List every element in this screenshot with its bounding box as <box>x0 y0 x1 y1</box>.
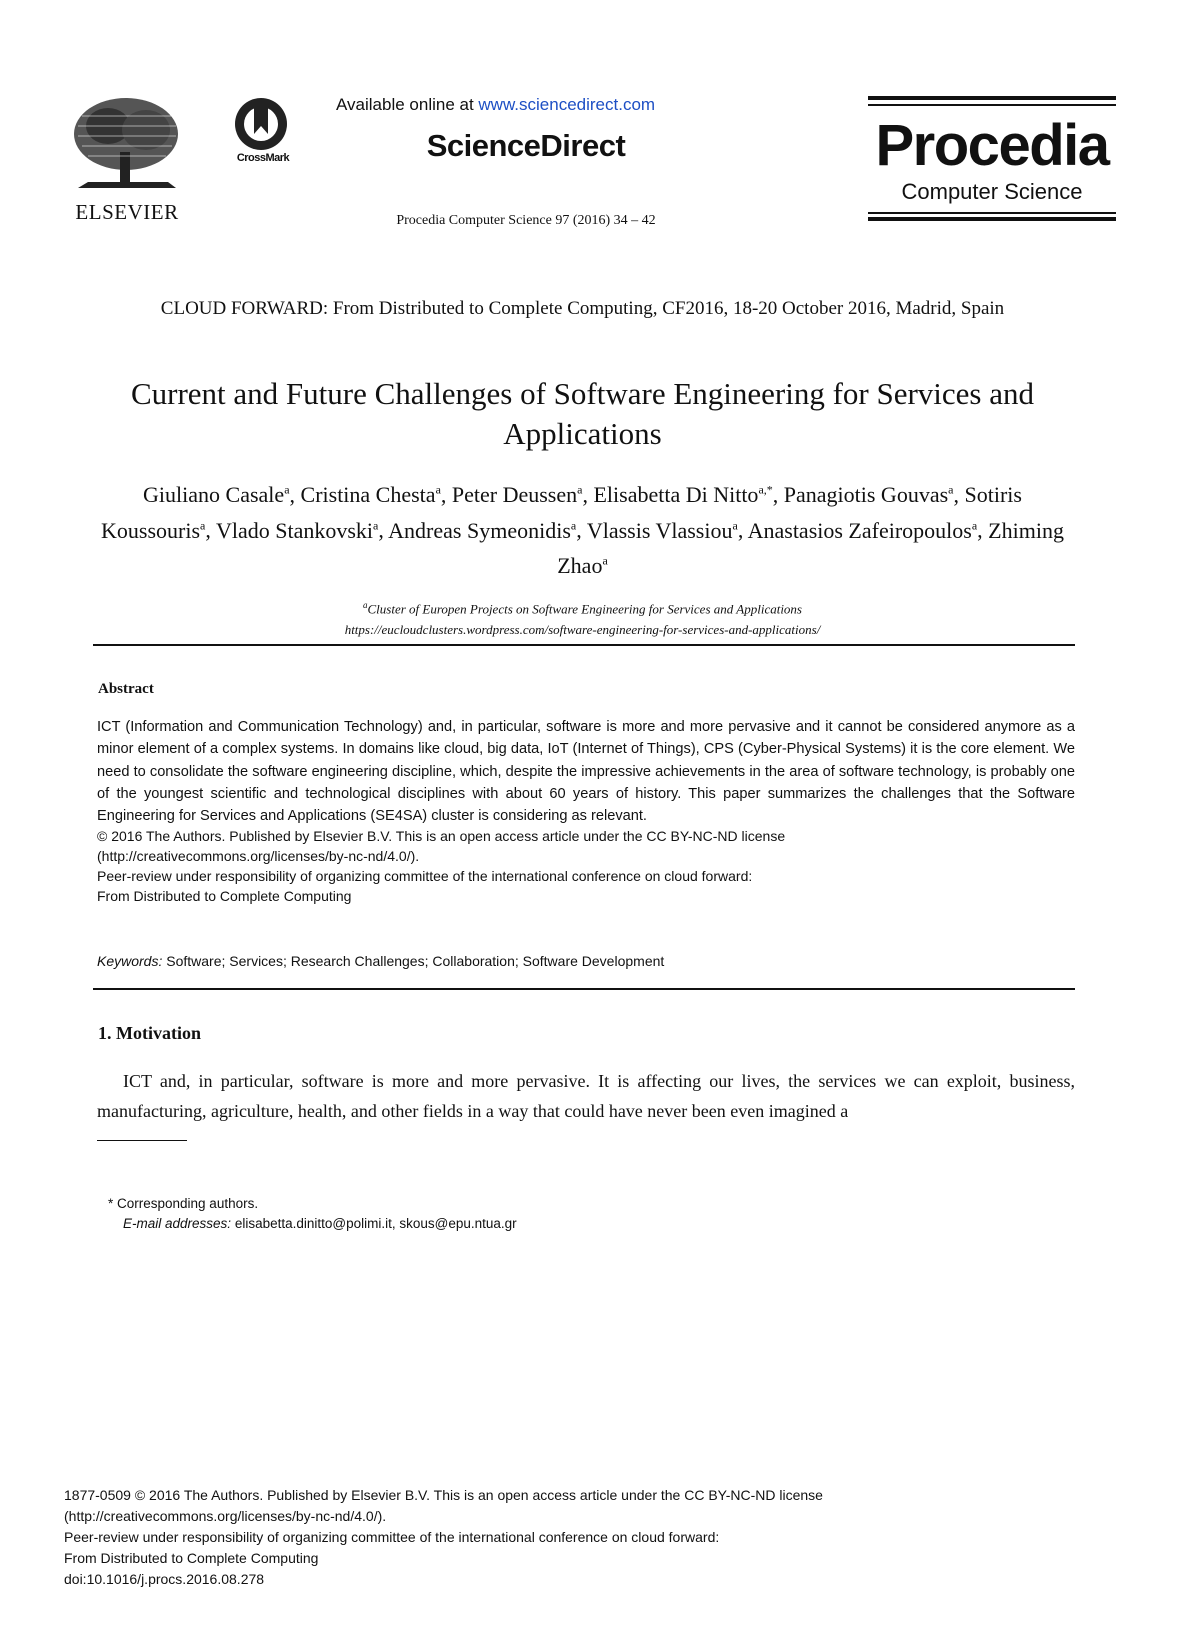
footnote-rule <box>97 1140 187 1141</box>
author-name: Giuliano Casale <box>143 482 285 508</box>
email-line <box>108 1214 517 1234</box>
procedia-wordmark: Procedia <box>875 113 1109 178</box>
footer-peer-review-2: From Distributed to Complete Computing <box>64 1550 319 1566</box>
sciencedirect-brand: ScienceDirect <box>426 128 626 163</box>
abstract-bottom-rule <box>93 988 1075 990</box>
author-name: Vlado Stankovski <box>215 517 374 543</box>
peer-review-line: Peer-review under responsibility of organizing committee of the international conference on cloud forward: <box>97 868 753 885</box>
author-name: Cristina Chesta <box>300 482 436 508</box>
conference-name: CLOUD FORWARD: From Distributed to Complete Computing, CF2016, 18-20 October 2016, Madrid, Spain <box>160 298 1005 319</box>
procedia-bottom-rule <box>868 217 1116 221</box>
paper-title: Current and Future Challenges of Software Engineering for Services and Applications <box>130 376 1035 451</box>
author-affiliation-marker: a <box>284 483 290 497</box>
author <box>301 482 441 507</box>
author-affiliation-marker: a <box>570 518 577 533</box>
author <box>748 518 978 543</box>
affiliation-url[interactable]: https://eucloudclusters.wordpress.com/software-engineering-for-services-and-applications/ <box>344 622 821 638</box>
copyright-notice <box>97 827 1075 906</box>
author-name: Anastasios Zafeiropoulos <box>747 517 972 543</box>
section-heading: 1. Motivation <box>98 1023 201 1043</box>
author <box>784 482 954 507</box>
footnote <box>108 1194 517 1234</box>
author <box>216 518 378 543</box>
author-affiliation-marker: a <box>435 483 441 497</box>
crossmark-logo[interactable] <box>230 96 296 176</box>
corresponding-authors: * Corresponding authors. <box>108 1196 259 1211</box>
author-affiliation-marker: a <box>971 518 978 533</box>
author-name: Sotiris Koussouris <box>101 482 1022 543</box>
footer-issn-line: 1877-0509 © 2016 The Authors. Published by Elsevier B.V. This is an open access article under the CC BY-NC-ND license <box>64 1487 823 1503</box>
procedia-bottom-rule-thin <box>868 212 1116 214</box>
section-body <box>97 1066 1075 1126</box>
author-name: Vlassis Vlassiou <box>586 517 733 543</box>
author <box>593 482 772 507</box>
procedia-subtitle: Computer Science <box>901 179 1083 204</box>
available-prefix: Available online at <box>336 95 479 114</box>
author-name: Peter Deussen <box>451 482 578 508</box>
author-affiliation-marker: a <box>602 553 608 568</box>
author <box>388 518 576 543</box>
copyright-line: © 2016 The Authors. Published by Elsevier B.V. This is an open access article under the CC BY-NC-ND license <box>97 828 786 845</box>
peer-review-line-2: From Distributed to Complete Computing <box>97 887 352 904</box>
footer-license-link[interactable]: (http://creativecommons.org/licenses/by-nc-nd/4.0/). <box>64 1508 387 1524</box>
author-list: Giuliano Casale$^a$, Cristina Chesta$^a$, Peter Deussen$^a$, Elisabetta Di Nitto$^{a,*}$, Panagiotis Gouvas$^a$, Sotiris Koussouris$^a$, Vlado Stankovski$^a$, Andreas Symeonidis$^a$, Vlassis Vlassiou$^a$, Anastasios Zafeiropoulos$^a$, Zhiming Zhao$^a$ <box>101 482 1064 578</box>
keywords-list: Software; Services; Research Challenges; Collaboration; Software Development <box>166 953 665 969</box>
procedia-top-rule <box>868 96 1116 100</box>
keywords <box>97 953 1075 969</box>
affiliation-marker: a <box>363 600 368 610</box>
author <box>587 518 738 543</box>
author-name: Panagiotis Gouvas <box>783 482 949 508</box>
page-footer <box>64 1485 964 1590</box>
author-affiliation-marker: a <box>577 483 583 497</box>
author-affiliation-marker: a,* <box>758 483 773 497</box>
section-text: ICT and, in particular, software is more and more pervasive. It is affecting our lives, the services we can exploit, business, manufacturing, agriculture, health, and other fields in a way that could have never been even imagined a <box>97 1071 1075 1121</box>
procedia-logo <box>868 96 1118 231</box>
author-name: Andreas Symeonidis <box>388 517 571 543</box>
license-link[interactable]: (http://creativecommons.org/licenses/by-nc-nd/4.0/). <box>97 848 420 865</box>
sciencedirect-link[interactable]: www.sciencedirect.com <box>478 95 656 114</box>
author-affiliation-marker: a <box>732 518 738 533</box>
affiliation <box>95 595 1070 640</box>
author-affiliation-marker: a <box>373 518 379 533</box>
journal-reference: Procedia Computer Science 97 (2016) 34 – 42 <box>396 213 656 228</box>
author <box>452 482 583 507</box>
affiliation-name: Cluster of Europen Projects on Software Engineering for Services and Applications <box>367 601 802 617</box>
author-name: Elisabetta Di Nitto <box>593 482 759 508</box>
author <box>143 482 289 507</box>
email-addresses[interactable]: elisabetta.dinitto@polimi.it, skous@epu.ntua.gr <box>234 1216 517 1231</box>
affiliation-line <box>95 595 1070 619</box>
elsevier-logo <box>68 96 186 226</box>
author-name: Zhiming Zhao <box>557 517 1064 578</box>
footer-peer-review: Peer-review under responsibility of organizing committee of the international conference on cloud forward: <box>64 1529 720 1545</box>
abstract-body <box>97 716 1075 907</box>
crossmark-label: CrossMark <box>236 152 290 164</box>
elsevier-wordmark: ELSEVIER <box>75 200 179 224</box>
abstract-top-rule <box>93 644 1075 646</box>
footer-doi[interactable]: doi:10.1016/j.procs.2016.08.278 <box>64 1571 265 1587</box>
abstract-heading: Abstract <box>98 681 154 697</box>
author-affiliation-marker: a <box>200 518 206 533</box>
available-online <box>336 95 716 115</box>
keywords-label: Keywords: <box>97 953 163 969</box>
email-label: E-mail addresses: <box>123 1216 232 1231</box>
abstract-text: ICT (Information and Communication Technology) and, in particular, software is more and more pervasive and it cannot be considered anymore as a minor element of a complex systems. In domains like cloud, big data, IoT (Internet of Things), CPS (Cyber-Physical Systems) it is the core element. We need to consolidate the software engineering discipline, which, despite the impressive achievements in the area of software technology, is probably one of the youngest scientific and technological disciplines with about 60 years of history. This paper summarizes the challenges that the Software Engineering for Services and Applications (SE4SA) cluster is considering as relevant. <box>97 719 1075 825</box>
procedia-top-rule-thin <box>868 104 1116 106</box>
author-affiliation-marker: a <box>948 483 954 497</box>
